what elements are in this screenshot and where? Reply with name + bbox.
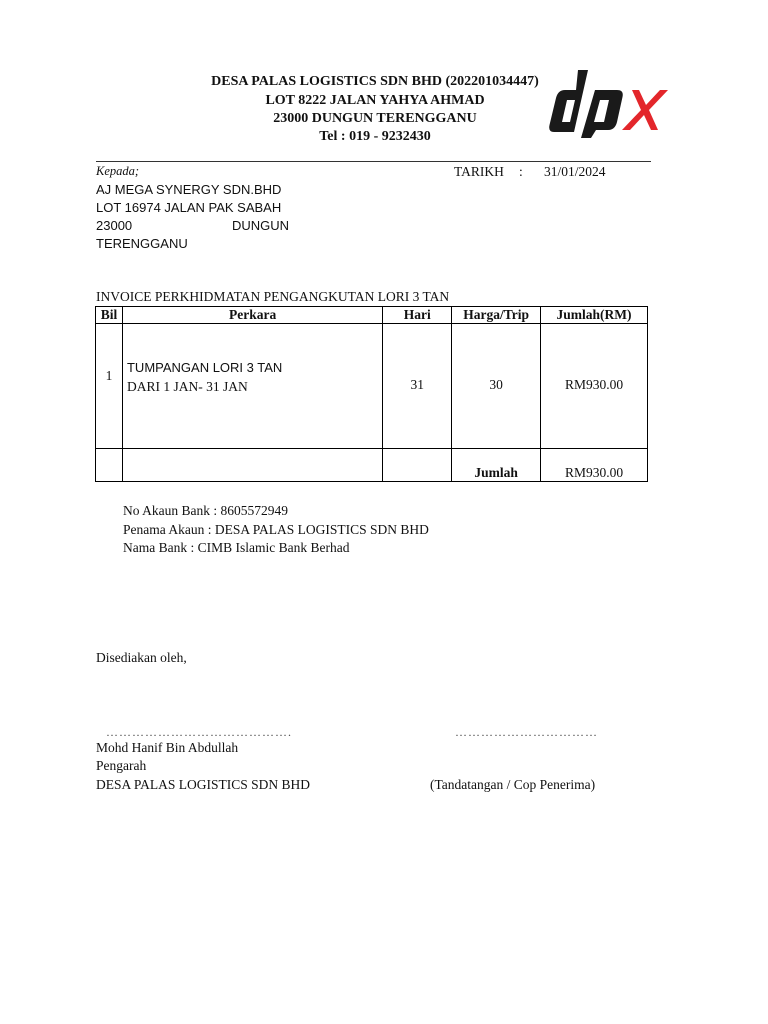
- table-row: [96, 324, 648, 449]
- company-address-line: LOT 8222 JALAN YAHYA AHMAD: [265, 93, 485, 108]
- company-city-line: 23000 DUNGUN TERENGGANU: [273, 111, 477, 126]
- prepared-by-label: Disediakan oleh,: [96, 650, 187, 665]
- total-empty-bil: [96, 449, 123, 482]
- signatory-position: Pengarah: [96, 758, 147, 773]
- item-hari-text: 31: [410, 377, 424, 392]
- recipient-city: DUNGUN: [232, 218, 290, 233]
- item-jumlah: [541, 324, 648, 449]
- table-header-row: [96, 307, 648, 324]
- date-separator: :: [519, 164, 523, 179]
- item-perkara: [122, 324, 382, 449]
- bank-account: No Akaun Bank : 8605572949: [123, 503, 288, 518]
- col-header-harga: Harga/Trip: [452, 307, 541, 324]
- kepada-label: Kepada;: [96, 164, 140, 178]
- total-label: Jumlah: [452, 449, 541, 482]
- item-bil-text: 1: [105, 368, 113, 383]
- company-name-reg: DESA PALAS LOGISTICS SDN BHD (202201034447): [211, 74, 539, 89]
- dpx-logo: [548, 66, 672, 143]
- invoice-title: INVOICE PERKHIDMATAN PENGANGKUTAN LORI 3 TAN: [96, 289, 450, 304]
- item-hari: [383, 324, 452, 449]
- recipient-name: AJ MEGA SYNERGY SDN.BHD: [96, 182, 282, 197]
- invoice-table: [95, 306, 648, 482]
- col-header-perkara: Perkara: [122, 307, 382, 324]
- recipient-address: LOT 16974 JALAN PAK SABAH: [96, 200, 282, 215]
- signature-line-left: …………………………………….: [106, 725, 292, 739]
- total-value: RM930.00: [541, 449, 648, 482]
- recipient-state: TERENGGANU: [96, 236, 188, 251]
- item-bil: [96, 324, 123, 449]
- table-total-row: [96, 449, 648, 482]
- col-header-hari: Hari: [383, 307, 452, 324]
- date-value: 31/01/2024: [544, 164, 606, 179]
- item-jumlah-text: RM930.00: [564, 377, 624, 392]
- bank-holder: Penama Akaun : DESA PALAS LOGISTICS SDN BHD: [123, 522, 429, 537]
- signatory-company: DESA PALAS LOGISTICS SDN BHD: [96, 777, 311, 792]
- item-description-line2: DARI 1 JAN- 31 JAN: [126, 379, 248, 394]
- col-header-bil: Bil: [96, 307, 123, 324]
- signature-line-right: ……………………………: [455, 725, 598, 739]
- total-empty-perkara: [122, 449, 382, 482]
- bank-name: Nama Bank : CIMB Islamic Bank Berhad: [123, 540, 350, 555]
- signatory-name: Mohd Hanif Bin Abdullah: [96, 740, 239, 755]
- date-label: TARIKH: [454, 164, 504, 179]
- recipient-postcode: 23000: [96, 218, 133, 233]
- item-description: [127, 358, 378, 396]
- header-divider: [96, 161, 651, 162]
- item-harga: [452, 324, 541, 449]
- company-phone: Tel : 019 - 9232430: [319, 129, 431, 144]
- item-harga-text: 30: [489, 377, 503, 392]
- total-empty-hari: [383, 449, 452, 482]
- item-description-line1: TUMPANGAN LORI 3 TAN: [126, 360, 283, 375]
- col-header-jumlah: Jumlah(RM): [541, 307, 648, 324]
- receiver-signature-label: (Tandatangan / Cop Penerima): [430, 777, 596, 792]
